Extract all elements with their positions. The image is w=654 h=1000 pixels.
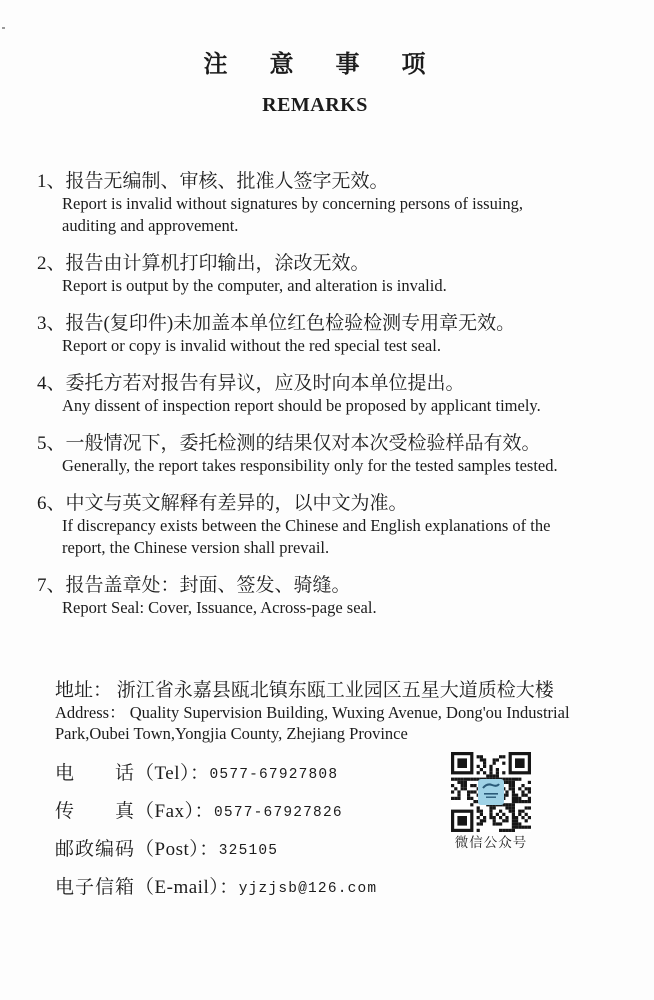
item-number: 4、: [37, 373, 66, 394]
tel-label-en: （Tel）：: [135, 763, 210, 784]
page-title: 注 意 事 项: [203, 52, 427, 78]
item-text-en: Generally, the report takes responsibility only for the tested samples tested.: [62, 456, 558, 475]
item-text-zh: [37, 373, 627, 395]
wechat-qr-code-icon: [451, 752, 531, 832]
item-zh: 报告由计算机打印输出，涂改无效。: [65, 253, 370, 274]
item-text-zh: [37, 253, 627, 275]
scan-artifact: [2, 27, 5, 29]
item-zh: 报告无编制、审核、批准人签字无效。: [65, 171, 389, 192]
post-value: 325105: [218, 843, 279, 859]
fax-value: 0577-67927826: [214, 805, 343, 821]
item-text-zh: [37, 171, 627, 193]
tel-label: 电 话: [55, 763, 136, 784]
address-en: Address： Quality Supervision Building, Wuxing Avenue, Dong'ou Industrial: [55, 703, 570, 722]
item-number: 2、: [37, 253, 66, 274]
tel-value: 0577-67927808: [209, 767, 339, 783]
item-text-zh: [37, 433, 627, 455]
address-zh: 地址： 浙江省永嘉县瓯北镇东瓯工业园区五星大道质检大楼: [55, 680, 554, 701]
item-text-en: Report is invalid without signatures by concerning persons of issuing,: [62, 194, 524, 213]
item-zh: 委托方若对报告有异议，应及时向本单位提出。: [65, 373, 465, 394]
fax-label-en: （Fax）：: [135, 801, 215, 822]
fax-label: 传 真: [55, 801, 136, 822]
contact-row-post: [55, 839, 627, 861]
contact-list: [55, 763, 627, 899]
item-number: 5、: [37, 433, 66, 454]
item-text-en: Report or copy is invalid without the red special test seal.: [62, 336, 441, 355]
email-label-en: （E-mail）：: [135, 877, 239, 898]
list-item: [37, 493, 627, 559]
address-block: [55, 679, 627, 744]
post-label: 邮政编码: [55, 839, 136, 860]
list-item: [37, 433, 627, 477]
item-text-zh: [37, 493, 627, 515]
item-text-zh: [37, 575, 627, 597]
list-item: [37, 373, 627, 417]
qr-caption: 微信公众号: [454, 835, 528, 850]
address-en: Park,Oubei Town,Yongjia County, Zhejiang Province: [55, 724, 408, 743]
list-item: [37, 313, 627, 357]
item-text-en: If discrepancy exists between the Chinese and English explanations of the: [62, 516, 551, 535]
item-text-en: Report is output by the computer, and alteration is invalid.: [62, 276, 447, 295]
list-item: [37, 575, 627, 619]
wechat-qr-block: [450, 752, 532, 851]
item-number: 1、: [37, 171, 66, 192]
contact-row-email: [55, 877, 627, 899]
item-number: 6、: [37, 493, 66, 514]
remarks-list: [37, 171, 627, 619]
item-text-en: report, the Chinese version shall prevail.: [62, 538, 330, 557]
list-item: [37, 171, 627, 237]
page-subtitle: REMARKS: [262, 94, 368, 116]
item-zh: 报告(复印件)未加盖本单位红色检验检测专用章无效。: [65, 313, 516, 334]
item-zh: 一般情况下，委托检测的结果仅对本次受检验样品有效。: [65, 433, 541, 454]
post-label-en: （Post）：: [135, 839, 219, 860]
item-text-zh: [37, 313, 627, 335]
item-text-en: Any dissent of inspection report should be proposed by applicant timely.: [62, 396, 541, 415]
email-value: yjzjsb@126.com: [238, 881, 378, 897]
email-label: 电子信箱: [55, 877, 136, 898]
contact-row-fax: [55, 801, 627, 823]
item-number: 7、: [37, 575, 66, 596]
item-text-en: auditing and approvement.: [62, 216, 239, 235]
list-item: [37, 253, 627, 297]
item-zh: 报告盖章处：封面、签发、骑缝。: [65, 575, 351, 596]
item-number: 3、: [37, 313, 66, 334]
item-zh: 中文与英文解释有差异的，以中文为准。: [65, 493, 408, 514]
contact-row-tel: [55, 763, 627, 785]
item-text-en: Report Seal: Cover, Issuance, Across-page seal.: [62, 598, 377, 617]
